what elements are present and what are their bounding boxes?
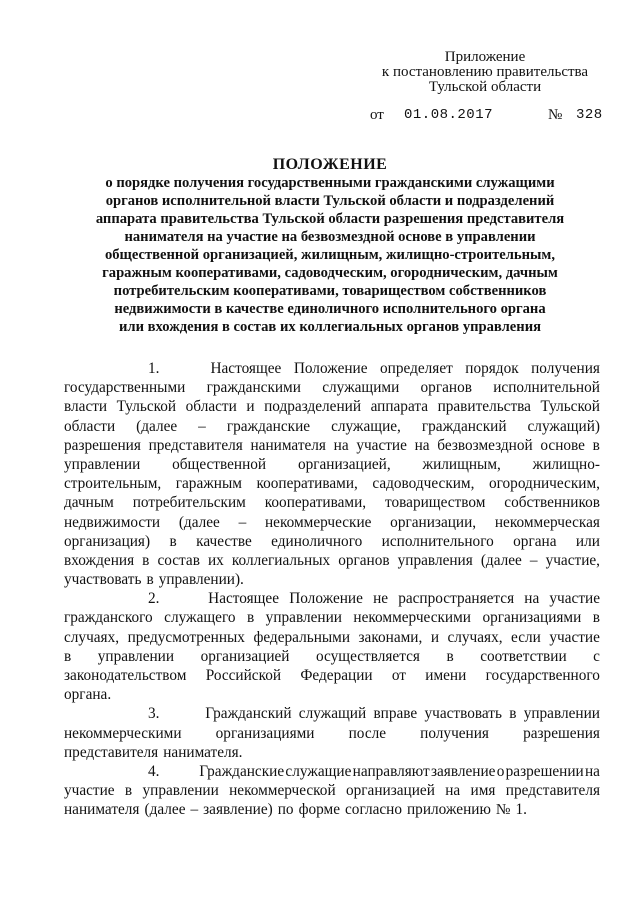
word: Гражданские: [199, 762, 285, 780]
word: некоммерческими: [64, 724, 182, 742]
word: нанимателя: [64, 801, 140, 819]
word: организацией: [200, 647, 290, 665]
subtitle-line: общественной организацией, жилищным, жилищно-строительным,: [104, 247, 556, 263]
word: жилищным,: [422, 455, 501, 473]
word: федеральными: [253, 628, 351, 646]
word: служащие,: [331, 417, 401, 435]
paragraph-line: [118, 359, 600, 378]
word: гражданские: [226, 417, 311, 435]
word: Российской: [205, 667, 282, 684]
appendix-line-1: Приложение: [444, 49, 526, 65]
word: государственными: [64, 379, 186, 397]
paragraph-line: [64, 474, 600, 493]
word: государственного: [485, 667, 600, 684]
paragraph-line: [64, 628, 600, 647]
word: кооперативами,: [264, 494, 367, 512]
word: получения: [531, 360, 600, 377]
word: участие: [549, 628, 600, 646]
paragraph-line: [64, 551, 600, 570]
word: Настоящее: [210, 360, 282, 377]
paragraph-line: [118, 589, 600, 608]
subtitle-line: потребительским кооперативами, товариществом собственников: [113, 283, 547, 299]
word: или: [575, 532, 600, 550]
word: организацией,: [297, 455, 391, 473]
subtitle-line: недвижимости в качестве единоличного исполнительного органа: [114, 301, 546, 317]
word: в: [124, 782, 133, 800]
paragraph-line: [64, 397, 600, 416]
paragraph-line: [64, 743, 600, 762]
word: управлении: [142, 782, 219, 800]
word: заявление): [203, 801, 273, 819]
word: вправе: [373, 705, 418, 723]
word: недвижимости: [64, 513, 161, 531]
order-number-label: №: [548, 107, 563, 123]
word: качестве: [196, 532, 252, 550]
order-number: 328: [576, 107, 603, 123]
word: законодательством: [64, 667, 187, 684]
word: участие: [356, 436, 407, 454]
word: №: [495, 801, 511, 819]
word: предусмотренных: [127, 628, 245, 646]
word: основе: [540, 436, 585, 454]
word: осуществляется: [316, 647, 420, 665]
word: подразделений: [264, 398, 362, 416]
word: в: [146, 571, 154, 589]
word: гражданского: [64, 609, 153, 627]
word: управлении: [97, 647, 175, 665]
word: имя: [470, 782, 496, 800]
word: органа.: [64, 686, 112, 704]
word: служащий: [298, 705, 367, 723]
paragraph-line: [64, 666, 600, 685]
word: правительства: [437, 398, 531, 416]
word: в: [446, 647, 454, 665]
word: в: [246, 609, 255, 627]
word: области: [185, 398, 237, 416]
word: строительным,: [64, 475, 162, 493]
appendix-line-2: к постановлению правительства: [381, 64, 589, 80]
word: Положение: [289, 590, 363, 608]
word: законами,: [358, 628, 423, 646]
word: служащими: [322, 379, 400, 397]
word: некоммерческой: [229, 782, 336, 800]
word: с: [593, 647, 600, 665]
word: (далее: [144, 801, 186, 819]
word: товариществом: [385, 494, 486, 512]
word: участвовать: [424, 705, 502, 723]
paragraph-line: [64, 685, 600, 704]
word: в: [169, 532, 177, 550]
word: дачным: [64, 494, 114, 512]
word: исполнительного: [381, 532, 494, 550]
word: представителя: [148, 436, 243, 454]
word: разрешении: [505, 762, 584, 780]
word: Тульской: [540, 398, 600, 416]
word: –: [198, 417, 206, 435]
word: власти: [64, 398, 108, 416]
word: на: [445, 782, 461, 800]
word: распространяется: [398, 590, 515, 608]
word: участие,: [545, 551, 600, 569]
word: о: [496, 762, 505, 780]
word: управлении).: [158, 571, 244, 589]
word: участвовать: [64, 571, 142, 589]
word: (далее: [480, 551, 522, 569]
order-from-label: от: [370, 107, 384, 123]
word: имени: [425, 667, 467, 684]
word: направляют: [352, 762, 430, 780]
word: гаражным: [175, 475, 242, 493]
appendix-line-3: Тульской области: [428, 79, 542, 95]
word: нанимателя: [250, 436, 326, 454]
paragraph-4: [64, 762, 600, 820]
word: участие: [64, 782, 115, 800]
paragraph-line: [64, 455, 600, 474]
paragraph-line: [64, 436, 600, 455]
word: не: [373, 590, 389, 608]
word: –: [529, 551, 538, 569]
paragraph-1: [64, 359, 600, 589]
word: Положение: [293, 360, 368, 377]
word: заявление: [430, 762, 496, 780]
word: собственников: [504, 494, 600, 512]
paragraph-line: [64, 781, 600, 800]
word: организация): [64, 532, 151, 550]
paragraph-line: [64, 378, 600, 397]
word: в: [142, 551, 150, 569]
word: 1.: [515, 801, 527, 819]
word: управления: [397, 551, 473, 569]
word: на: [333, 436, 349, 454]
word: коллегиальных: [231, 551, 331, 569]
paragraph-number: 2.: [148, 590, 160, 608]
word: аппарата: [370, 398, 429, 416]
word: потребительским: [132, 494, 246, 512]
word: на: [524, 590, 540, 608]
document-body: [64, 359, 600, 820]
paragraph-line: [64, 513, 600, 532]
word: разрешения: [64, 436, 141, 454]
word: вхождения: [64, 551, 135, 569]
word: организациями: [215, 724, 315, 742]
document-title-block: [60, 156, 600, 336]
subtitle-line: о порядке получения государственными гражданскими служащими: [105, 175, 555, 191]
paragraph-line: [64, 608, 600, 627]
word: в: [64, 647, 72, 665]
word: гражданский: [421, 417, 507, 435]
word: по: [277, 801, 294, 819]
word: на: [584, 762, 600, 780]
word: области: [64, 417, 116, 435]
word: кооперативами,: [256, 475, 358, 493]
word: (далее: [136, 417, 178, 435]
word: служащий): [527, 417, 600, 435]
word: если: [511, 628, 541, 646]
word: и: [246, 398, 255, 416]
word: некоммерческие: [264, 513, 372, 531]
word: участие: [549, 590, 600, 608]
word: исполнительной: [493, 379, 600, 397]
word: (далее: [178, 513, 220, 531]
paragraph-line: [118, 704, 600, 723]
word: и: [430, 628, 439, 646]
word: в: [509, 705, 517, 723]
word: гражданскими: [206, 379, 301, 397]
word: органов: [420, 379, 472, 397]
word: управлении: [64, 455, 141, 473]
word: случаях,: [64, 628, 120, 646]
word: получения: [420, 724, 489, 742]
paragraph-number: 4.: [148, 762, 160, 780]
paragraph-line: [64, 493, 600, 512]
word: общественной: [172, 455, 267, 473]
word: служащие: [285, 762, 352, 780]
paragraph-2: [64, 589, 600, 704]
word: разрешения: [523, 724, 600, 742]
subtitle-line: органов исполнительной власти Тульской области и подразделений: [105, 193, 555, 209]
document-subtitle: [60, 174, 600, 336]
paragraph-line: [64, 724, 600, 743]
word: организациями: [482, 609, 582, 627]
word: в: [592, 609, 600, 627]
word: –: [238, 513, 247, 531]
word: некоммерческими: [353, 609, 471, 627]
word: случаях,: [447, 628, 503, 646]
word: –: [190, 801, 199, 819]
word: органа: [513, 532, 557, 550]
word: Настоящее: [208, 590, 280, 608]
word: органов: [338, 551, 390, 569]
appendix-header: [360, 50, 610, 95]
paragraph-line: [64, 647, 600, 666]
subtitle-line: гаражным кооперативами, садоводческим, огородническим, дачным: [102, 265, 558, 281]
paragraph-number: 3.: [148, 705, 160, 723]
paragraph-3: [64, 704, 600, 762]
word: единоличного: [271, 532, 363, 550]
word: безвозмездной: [437, 436, 533, 454]
word: форме: [298, 801, 341, 819]
word: в: [592, 436, 600, 454]
paragraph-line: [118, 762, 600, 781]
order-date: 01.08.2017: [404, 107, 494, 123]
subtitle-line: или вхождения в состав их коллегиальных органов управления: [119, 319, 541, 335]
paragraph-line: [64, 570, 600, 589]
paragraph-line: [64, 417, 600, 436]
document-title: ПОЛОЖЕНИЕ: [272, 156, 388, 173]
subtitle-line: нанимателя на участие на безвозмездной основе в управлении: [124, 229, 536, 245]
word: Федерации: [300, 667, 373, 684]
word: согласно: [345, 801, 402, 819]
word: жилищно-: [532, 455, 600, 473]
word: порядок: [465, 360, 519, 377]
word: Гражданский: [205, 705, 292, 723]
word: от: [391, 667, 406, 684]
word: некоммерческая: [494, 513, 600, 531]
word: приложению: [407, 801, 491, 819]
word: управлении: [265, 609, 342, 627]
word: огородническим,: [488, 475, 600, 493]
word: организации,: [390, 513, 477, 531]
word: после: [348, 724, 387, 742]
word: соответствии: [480, 647, 567, 665]
word: состав: [157, 551, 200, 569]
word: служащего: [164, 609, 236, 627]
paragraph-line: [64, 532, 600, 551]
word: представителя: [505, 782, 600, 800]
subtitle-line: аппарата правительства Тульской области разрешения представителя: [95, 211, 565, 227]
paragraph-number: 1.: [148, 360, 160, 377]
word: садоводческим,: [372, 475, 475, 493]
word: определяет: [380, 360, 453, 377]
word: управлении: [523, 705, 600, 723]
word: представителя: [64, 743, 159, 761]
word: их: [207, 551, 224, 569]
word: нанимателя.: [163, 743, 243, 761]
paragraph-line: [64, 800, 600, 819]
word: организацией: [345, 782, 435, 800]
word: на: [414, 436, 430, 454]
word: Тульской: [116, 398, 177, 416]
